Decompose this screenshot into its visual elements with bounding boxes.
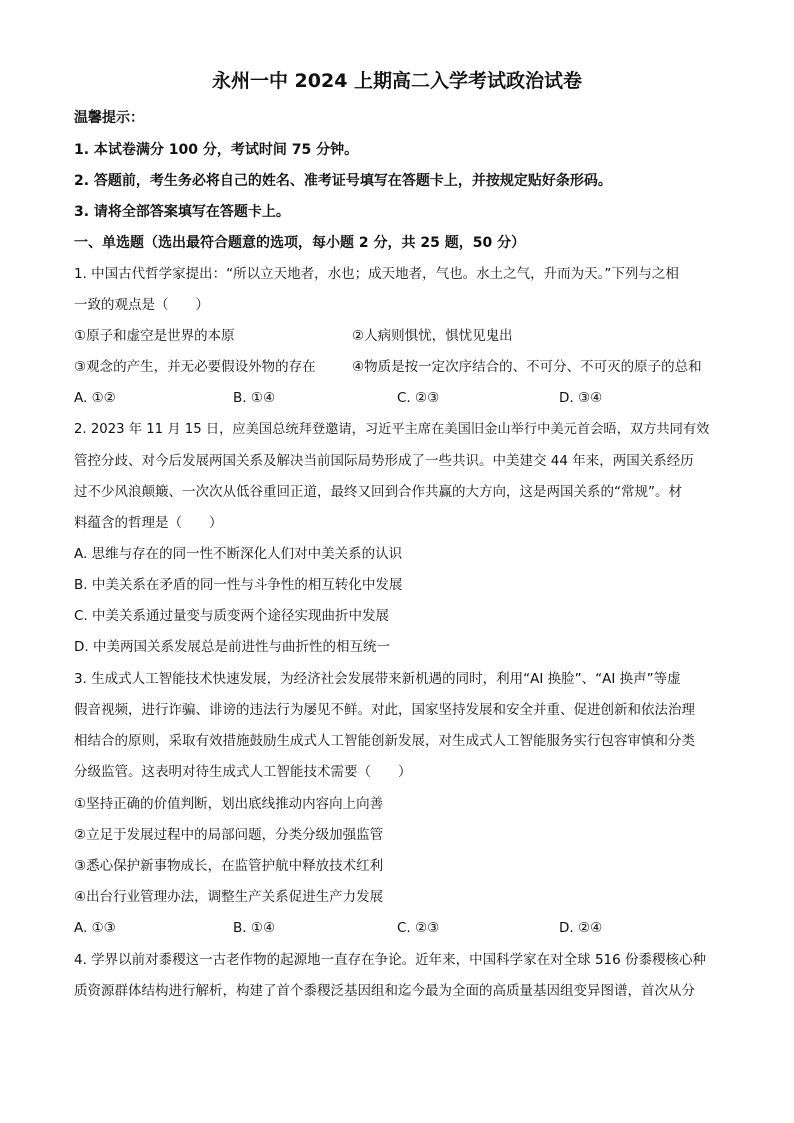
notice-heading: 温馨提示： xyxy=(74,110,144,126)
answer-option: B. ①④ xyxy=(233,390,276,406)
page-title: 永州一中 2024 上期高二入学考试政治试卷 xyxy=(211,70,583,92)
statement: ①原子和虚空是世界的本原 xyxy=(74,328,235,344)
question-stem-line: 分级监管。这表明对待生成式人工智能技术需要（ ） xyxy=(74,764,412,780)
answer-option: D. ②④ xyxy=(559,920,603,936)
answer-option: C. 中美关系通过量变与质变两个途径实现曲折中发展 xyxy=(74,608,390,624)
answer-option: C. ②③ xyxy=(397,920,440,936)
notice-item: 1. 本试卷满分 100 分，考试时间 75 分钟。 xyxy=(74,142,359,158)
statement: ③观念的产生，并无必要假设外物的存在 xyxy=(74,359,316,375)
answer-option: B. ①④ xyxy=(233,920,276,936)
statement: ③悉心保护新事物成长，在监管护航中释放技术红利 xyxy=(74,858,384,874)
answer-option: A. ①② xyxy=(74,390,116,406)
question-stem-line: 一致的观点是（ ） xyxy=(74,297,209,313)
question-stem-line: 1. 中国古代哲学家提出：“所以立天地者，水也；成天地者，气也。水土之气，升而为天。”下列与之相 xyxy=(74,266,679,282)
notice-item: 3. 请将全部答案填写在答题卡上。 xyxy=(74,204,290,220)
question-stem-line: 料蕴含的哲理是（ ） xyxy=(74,515,223,531)
question-stem-line: 2. 2023 年 11 月 15 日，应美国总统拜登邀请，习近平主席在美国旧金山举行中美元首会晤，双方共同有效 xyxy=(74,422,710,437)
answer-option: D. 中美两国关系发展总是前进性与曲折性的相互统一 xyxy=(74,639,390,655)
answer-option: B. 中美关系在矛盾的同一性与斗争性的相互转化中发展 xyxy=(74,577,403,593)
question-stem-line: 假音视频，进行诈骗、诽谤的违法行为屡见不鲜。对此，国家坚持发展和安全并重、促进创新和依法治理 xyxy=(74,702,695,718)
statement: ②立足于发展过程中的局部问题，分类分级加强监管 xyxy=(74,827,384,843)
statement: ④出台行业管理办法，调整生产关系促进生产力发展 xyxy=(74,889,384,905)
section-heading: 一、单选题（选出最符合题意的选项，每小题 2 分，共 25 题，50 分） xyxy=(74,235,526,251)
answer-option: A. ①③ xyxy=(74,920,116,936)
question-stem-line: 质资源群体结构进行解析，构建了首个黍稷泛基因组和迄今最为全面的高质量基因组变异图谱，首次从分 xyxy=(74,983,695,999)
question-stem-line: 过不少风浪颠簸、一次次从低谷重回正道，最终又回到合作共赢的大方向，这是两国关系的“常规”。材 xyxy=(74,484,682,500)
statement: ②人病则惧忧，惧忧见鬼出 xyxy=(352,328,513,344)
notice-item: 2. 答题前，考生务必将自己的姓名、准考证号填写在答题卡上，并按规定贴好条形码。 xyxy=(74,173,612,189)
question-stem-line: 管控分歧、对今后发展两国关系及解决当前国际局势形成了一些共识。中美建交 44 年来，两国关系经历 xyxy=(74,453,694,469)
question-stem-line: 3. 生成式人工智能技术快速发展，为经济社会发展带来新机遇的同时，利用“AI 换脸”、“AI 换声”等虚 xyxy=(74,671,681,687)
statement: ①坚持正确的价值判断，划出底线推动内容向上向善 xyxy=(74,796,384,812)
answer-option: A. 思维与存在的同一性不断深化人们对中美关系的认识 xyxy=(74,546,403,562)
question-stem-line: 相结合的原则，采取有效措施鼓励生成式人工智能创新发展，对生成式人工智能服务实行包容审慎和分类 xyxy=(74,733,695,749)
answer-option: C. ②③ xyxy=(397,390,440,406)
answer-option: D. ③④ xyxy=(559,390,603,406)
statement: ④物质是按一定次序结合的、不可分、不可灭的原子的总和 xyxy=(352,359,702,375)
question-stem-line: 4. 学界以前对黍稷这一古老作物的起源地一直存在争论。近年来，中国科学家在对全球 516 份黍稷核心种 xyxy=(74,952,707,968)
